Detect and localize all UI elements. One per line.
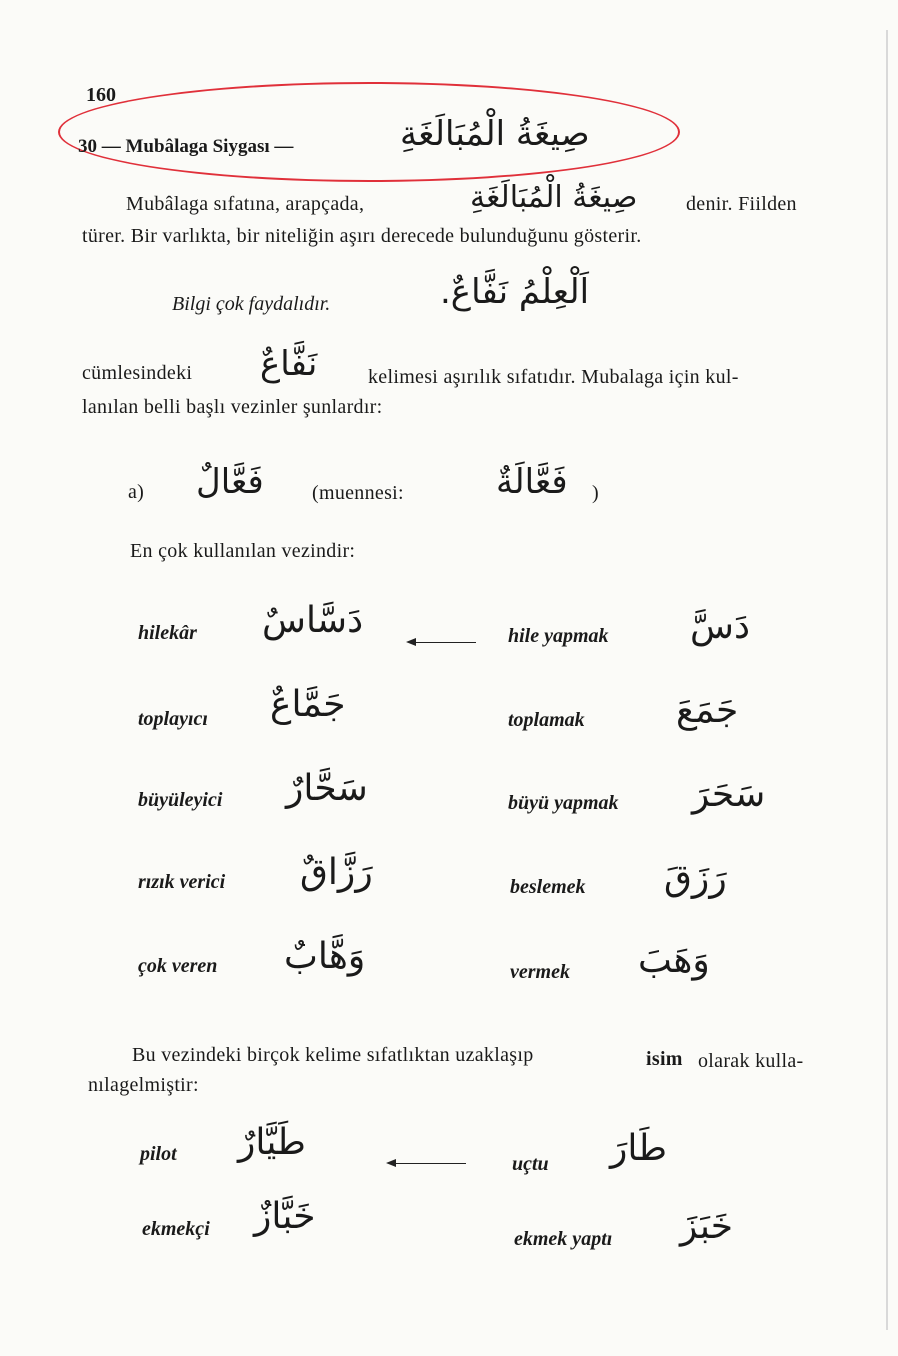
noun-meaning: pilot — [140, 1143, 177, 1165]
arrow-left-icon — [386, 1159, 396, 1167]
intro-line2: türer. Bir varlıkta, bir niteliğin aşırı derecede bulunduğunu gösterir. — [82, 225, 642, 247]
sentence2-part1: cümlesindeki — [82, 362, 193, 384]
arrow-left-icon — [406, 638, 416, 646]
pair-verb: جَمَعَ — [676, 690, 739, 731]
pair-verb-meaning: beslemek — [510, 876, 586, 898]
pair-verb: دَسَّ — [690, 606, 750, 647]
pair-word: جَمَّاعٌ — [270, 684, 346, 725]
intro-part2: denir. Fiilden — [686, 193, 797, 215]
noun-note-part2: olarak kulla- — [698, 1050, 804, 1072]
pair-verb: سَحَرَ — [692, 774, 766, 815]
pair-verb: رَزَقَ — [664, 858, 727, 899]
most-used-text: En çok kullanılan vezindir: — [130, 540, 356, 562]
pair-verb-meaning: büyü yapmak — [508, 792, 619, 814]
pair-meaning: büyüleyici — [138, 789, 223, 811]
pair-meaning: hilekâr — [138, 622, 197, 644]
pair-word: وَهَّابٌ — [284, 936, 366, 977]
noun-verb: خَبَزَ — [680, 1206, 733, 1247]
page-number: 160 — [86, 84, 116, 106]
noun-verb-meaning: ekmek yaptı — [514, 1228, 613, 1250]
heading-arabic: صِيغَةُ الْمُبَالَغَةِ — [400, 114, 590, 154]
pair-meaning: toplayıcı — [138, 708, 208, 730]
pair-verb: وَهَبَ — [638, 940, 710, 981]
pattern-a-muennes-arabic: فَعَّالَةٌ — [496, 462, 568, 502]
pattern-a-arabic: فَعَّالٌ — [196, 462, 264, 502]
intro-arabic: صِيغَةُ الْمُبَالَغَةِ — [470, 180, 638, 215]
noun-word: خَبَّازٌ — [254, 1196, 316, 1237]
noun-meaning: ekmekçi — [142, 1218, 210, 1240]
pair-verb-meaning: toplamak — [508, 709, 585, 731]
noun-word: طَيَّارٌ — [238, 1122, 306, 1163]
pair-verb-meaning: hile yapmak — [508, 625, 609, 647]
pair-verb-meaning: vermek — [510, 961, 570, 983]
noun-note-line2: nılagelmiştir: — [88, 1074, 199, 1096]
pattern-a-label: a) — [128, 481, 145, 503]
page-edge — [886, 30, 888, 1330]
pattern-a-muennes-label: (muennesi: — [312, 482, 404, 504]
pattern-a-close-paren: ) — [592, 482, 599, 504]
sentence2-line2: lanılan belli başlı vezinler şunlardır: — [82, 396, 383, 418]
arrow-line — [410, 642, 476, 643]
pair-meaning: çok veren — [138, 955, 218, 977]
sentence2-part2: kelimesi aşırılık sıfatıdır. Mubalaga için kul- — [368, 366, 739, 388]
pair-word: دَسَّاسٌ — [262, 600, 364, 641]
noun-verb-meaning: uçtu — [512, 1153, 549, 1175]
pair-meaning: rızık verici — [138, 871, 226, 893]
section-heading: 30 — Mubâlaga Siygası — — [78, 136, 294, 157]
noun-verb: طَارَ — [610, 1128, 668, 1169]
noun-note-emphasis: isim — [646, 1048, 683, 1070]
noun-note-part1: Bu vezindeki birçok kelime sıfatlıktan uzaklaşıp — [132, 1044, 534, 1066]
sentence2-arabic: نَفَّاعٌ — [260, 344, 318, 384]
intro-part1: Mubâlaga sıfatına, arapçada, — [126, 193, 365, 215]
example-turkish: Bilgi çok faydalıdır. — [172, 293, 331, 315]
arrow-line — [390, 1163, 466, 1164]
example-arabic: اَلْعِلْمُ نَفَّاعٌ. — [440, 272, 590, 312]
pair-word: رَزَّاقٌ — [300, 852, 373, 893]
pair-word: سَحَّارٌ — [286, 768, 368, 809]
